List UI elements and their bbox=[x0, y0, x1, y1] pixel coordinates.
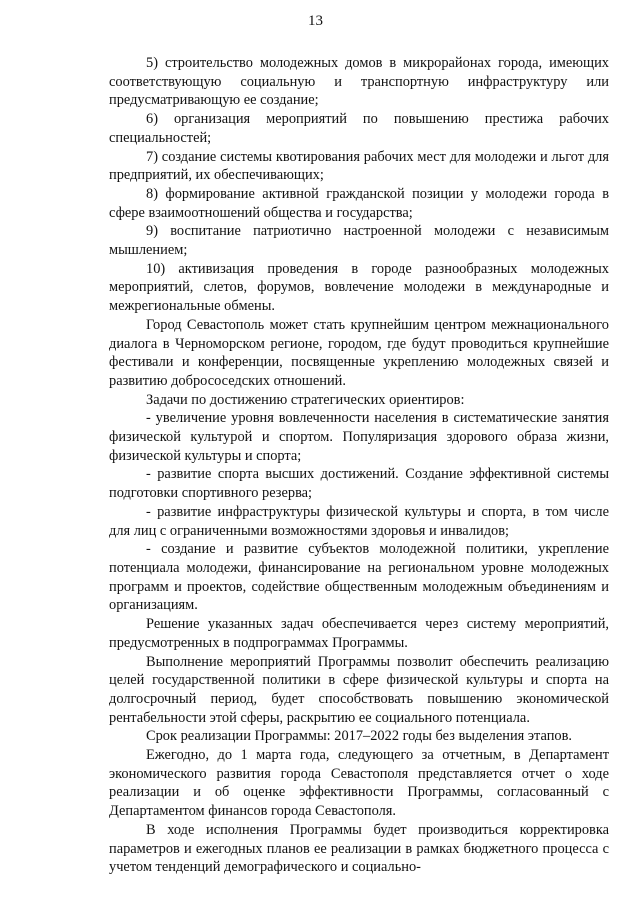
body-text bbox=[109, 54, 609, 877]
paragraph: 5) строительство молодежных домов в микрорайонах города, имеющих соответствующую социальную и транспортную инфраструктуру или предусматривающую ее создание; bbox=[109, 55, 609, 109]
paragraph: В ходе исполнения Программы будет производиться корректировка параметров и ежегодных планов ее реализации в рамках бюджетного процесса с учетом тенденций демографического и социально- bbox=[109, 821, 609, 876]
paragraph: Ежегодно, до 1 марта года, следующего за отчетным, в Департамент экономического развития города Севастополя представляется отчет о ходе реализации и об оценке эффективности Программы, согласованный с Департаментом финансов города Севастополя. bbox=[109, 747, 609, 820]
paragraph: Срок реализации Программы: 2017–2022 годы без выделения этапов. bbox=[146, 728, 572, 745]
paragraph: Задачи по достижению стратегических ориентиров: bbox=[146, 391, 465, 408]
paragraph: - развитие инфраструктуры физической культуры и спорта, в том числе для лиц с ограниченными возможностями здоровья и инвалидов; bbox=[109, 503, 609, 539]
paragraph: - развитие спорта высших достижений. Создание эффективной системы подготовки спортивного резерва; bbox=[109, 466, 609, 502]
paragraph: Решение указанных задач обеспечивается через систему мероприятий, предусмотренных в подпрограммах Программы. bbox=[109, 616, 609, 651]
paragraph: 6) организация мероприятий по повышению престижа рабочих специальностей; bbox=[109, 111, 609, 146]
paragraph: 7) создание системы квотирования рабочих мест для молодежи и льгот для предприятий, их обеспечивающих; bbox=[109, 148, 609, 184]
paragraph: Город Севастополь может стать крупнейшим центром межнационального диалога в Черноморском регионе, городом, где будут проводиться крупнейшие фестивали и конференции, посвященные укреплению молодежных связей и развитию добрососедских отношений. bbox=[109, 316, 609, 389]
paragraph: 8) формирование активной гражданской позиции у молодежи города в сфере взаимоотношений общества и государства; bbox=[109, 185, 609, 221]
paragraph: 10) активизация проведения в городе разнообразных молодежных мероприятий, слетов, форумов, вовлечение молодежи в международные и межрегиональные обмены. bbox=[109, 260, 609, 315]
paragraph: - увеличение уровня вовлеченности населения в систематические занятия физической культурой и спортом. Популяризация здорового образа жизни, физической культуры и спорта; bbox=[109, 410, 609, 464]
paragraph: 9) воспитание патриотично настроенной молодежи с независимым мышлением; bbox=[109, 223, 609, 259]
page-number: 13 bbox=[308, 13, 323, 29]
paragraph: Выполнение мероприятий Программы позволит обеспечить реализацию целей государственной политики в сфере физической культуры и спорта на долгосрочный период, будет способствовать повышению экономической рентабельности этой сферы, раскрытию ее социального потенциала. bbox=[109, 653, 609, 726]
paragraph: - создание и развитие субъектов молодежной политики, укрепление потенциала молодежи, финансирование на региональном уровне молодежных программ и проектов, содействие общественным молодежным объединениям и организациям. bbox=[109, 541, 609, 614]
